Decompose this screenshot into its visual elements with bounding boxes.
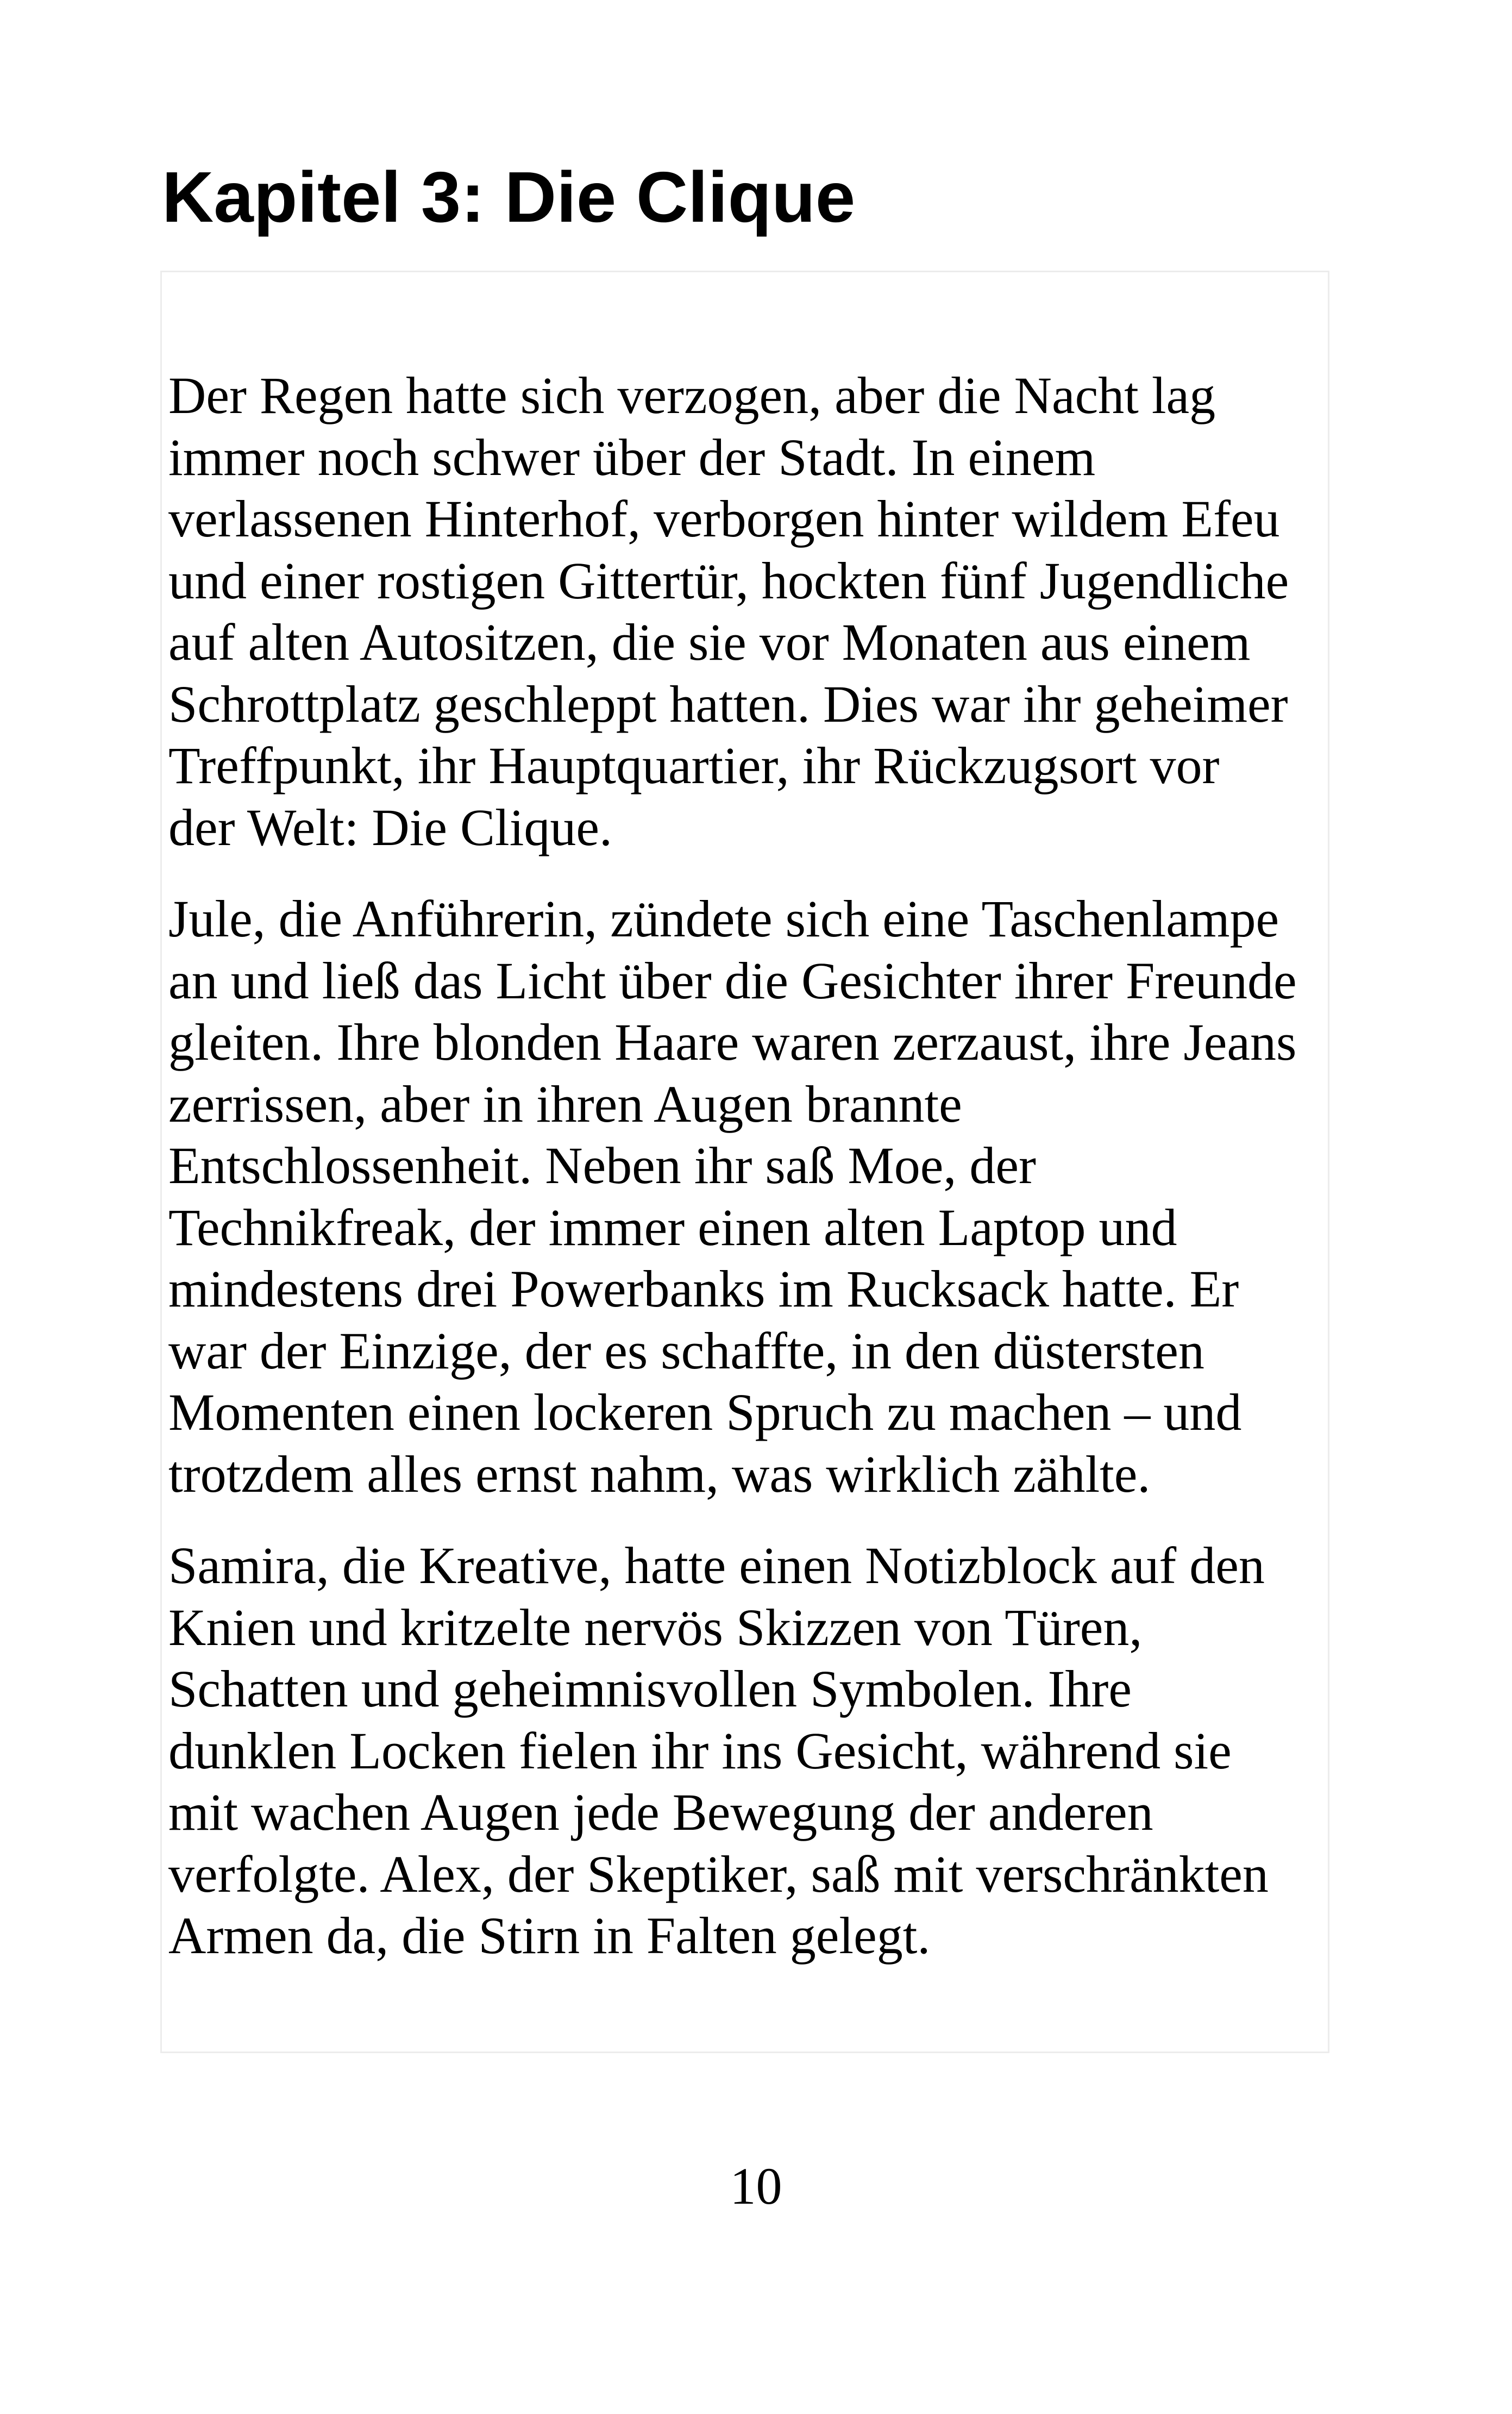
chapter-title: Kapitel 3: Die Clique [162, 157, 856, 237]
text-line: Technikfreak, der immer einen alten Laptop und [168, 1198, 1177, 1256]
text-line: dunklen Locken fielen ihr ins Gesicht, während sie [168, 1721, 1232, 1780]
text-line: zerrissen, aber in ihren Augen brannte [168, 1074, 962, 1133]
paragraph-3 [168, 1535, 1328, 1967]
text-line: Der Regen hatte sich verzogen, aber die Nacht lag [168, 366, 1216, 424]
page-number: 10 [730, 2157, 782, 2215]
text-line: Entschlossenheit. Neben ihr saß Moe, der [168, 1136, 1036, 1195]
text-line: verfolgte. Alex, der Skeptiker, saß mit verschränkten [168, 1844, 1269, 1903]
text-line: Schrottplatz geschleppt hatten. Dies war ihr geheimer [168, 674, 1288, 733]
text-line: Armen da, die Stirn in Falten gelegt. [168, 1906, 931, 1965]
text-line: Samira, die Kreative, hatte einen Notizblock auf den [168, 1536, 1265, 1594]
text-line: mindestens drei Powerbanks im Rucksack hatte. Er [168, 1260, 1239, 1318]
text-box [160, 271, 1329, 2053]
text-line: Schatten und geheimnisvollen Symbolen. Ihre [168, 1660, 1132, 1718]
text-line: mit wachen Augen jede Bewegung der anderen [168, 1783, 1153, 1841]
text-line: auf alten Autositzen, die sie vor Monaten aus einem [168, 613, 1251, 671]
text-line: und einer rostigen Gittertür, hockten fünf Jugendliche [168, 551, 1289, 610]
text-line: Knien und kritzelte nervös Skizzen von Türen, [168, 1598, 1143, 1656]
text-line: trotzdem alles ernst nahm, was wirklich zählte. [168, 1444, 1151, 1503]
text-line: verlassenen Hinterhof, verborgen hinter wildem Efeu [168, 490, 1280, 548]
text-line: der Welt: Die Clique. [168, 798, 612, 856]
text-line: war der Einzige, der es schaffte, in den düstersten [168, 1321, 1204, 1380]
text-line: Momenten einen lockeren Spruch zu machen – und [168, 1383, 1242, 1441]
paragraph-1 [168, 365, 1328, 858]
text-line: immer noch schwer über der Stadt. In einem [168, 428, 1096, 486]
text-line: an und ließ das Licht über die Gesichter ihrer Freunde [168, 951, 1297, 1010]
paragraph-2 [168, 888, 1328, 1505]
text-line: Treffpunkt, ihr Hauptquartier, ihr Rückzugsort vor [168, 736, 1220, 795]
text-line: Jule, die Anführerin, zündete sich eine Taschenlampe [168, 890, 1279, 948]
text-line: gleiten. Ihre blonden Haare waren zerzaust, ihre Jeans [168, 1013, 1297, 1071]
